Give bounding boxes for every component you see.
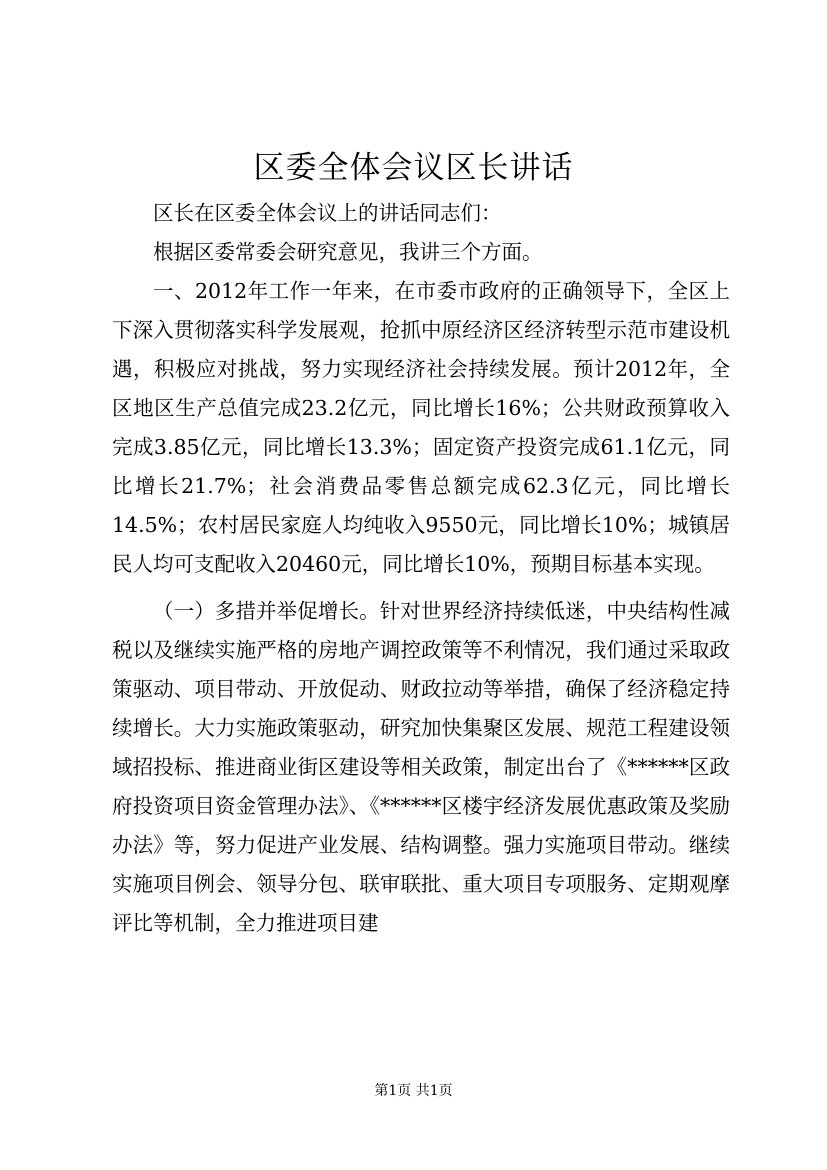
paragraph-salutation: 区长在区委全体会议上的讲话同志们：	[153, 201, 502, 225]
paragraph-section-one: 一、2012年工作一年来，在市委市政府的正确领导下，全区上下深入贯彻落实科学发展观，抢抓中原经济区经济转型示范市建设机遇，积极应对挑战，努力实现经济社会持续发展。预计2012年，全区地区生产总值完成23.2亿元，同比增长16%；公共财政预算收入完成3.85亿元，同比增长13.3%；固定资产投资完成61.1亿元，同比增长21.7%；社会消费品零售总额完成62.3亿元，同比增长14.5%；农村居民家庭人均纯收入9550元，同比增长10%；城镇居民人均可支配收入20460元，同比增长10%，预期目标基本实现。	[112, 279, 730, 576]
paragraph-subsection-one: （一）多措并举促增长。针对世界经济持续低迷，中央结构性减税以及继续实施严格的房地产调控政策等不利情况，我们通过采取政策驱动、项目带动、开放促动、财政拉动等举措，确保了经济稳定持续增长。大力实施政策驱动，研究加快集聚区发展、规范工程建设领域招投标、推进商业街区建设等相关政策，制定出台了《******区政府投资项目资金管理办法》、《******区楼宇经济发展优惠政策及奖励办法》等，努力促进产业发展、结构调整。强力实施项目带动。继续实施项目例会、领导分包、联审联批、重大项目专项服务、定期观摩评比等机制，全力推进项目建	[112, 599, 730, 935]
document-body	[112, 194, 730, 943]
paragraph-intro: 根据区委常委会研究意见，我讲三个方面。	[153, 240, 543, 264]
document-title: 区委全体会议区长讲话	[253, 150, 574, 186]
page-footer	[0, 1081, 827, 1101]
page-number-label: 第1页 共1页	[374, 1083, 453, 1099]
